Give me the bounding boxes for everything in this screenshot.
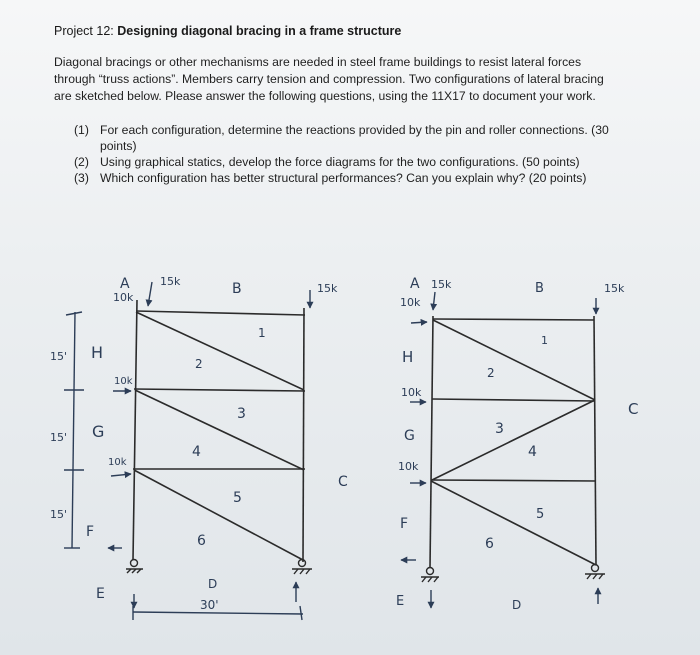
right-label-F: F [400, 516, 409, 532]
right-label-A: A [410, 276, 420, 292]
right-load-A-vertical: 15k [431, 278, 452, 291]
left-load-arrow-A [148, 282, 152, 306]
left-panel-1: 1 [258, 326, 266, 340]
right-lateral-H: 10k [401, 386, 422, 399]
right-load-B: 15k [604, 282, 625, 295]
right-roller-support [585, 565, 605, 580]
right-panel-3: 3 [495, 421, 504, 437]
left-load-A-vertical: 15k [160, 275, 181, 288]
right-frame-beam-2 [432, 399, 595, 401]
left-frame-left-column [133, 300, 137, 560]
right-lateral-G: 10k [398, 460, 419, 473]
intro-line: are sketched below. Please answer the following questions, using the 11X17 to document your work. [54, 89, 596, 103]
question-number: (3) [74, 171, 89, 185]
dimension-tick [300, 606, 302, 620]
left-lateral-arrow-G [111, 474, 131, 476]
question-number: (2) [74, 155, 89, 169]
question-number: (1) [74, 123, 89, 137]
title-prefix: Project 12: [54, 24, 118, 38]
right-frame-brace-3 [431, 481, 596, 565]
right-panel-2: 2 [487, 366, 495, 380]
right-frame-brace-2 [432, 400, 595, 480]
left-pin-support [126, 560, 143, 574]
left-panel-2: 2 [195, 357, 203, 371]
right-load-arrow-A [433, 292, 435, 310]
left-label-F: F [86, 524, 95, 540]
left-panel-6: 6 [197, 533, 206, 549]
right-label-C: C [628, 400, 639, 418]
left-frame-beam-2 [134, 389, 305, 391]
right-panel-6: 6 [485, 536, 494, 552]
left-panel-4: 4 [192, 444, 201, 460]
intro-line: Diagonal bracings or other mechanisms are needed in steel frame buildings to resist lateral forces [54, 55, 582, 69]
left-span-dimension-line [133, 612, 303, 614]
left-load-A-lateral: 10k [113, 291, 134, 304]
left-frame-brace-3 [134, 470, 303, 560]
right-panel-1: 1 [541, 334, 548, 347]
left-panel-3: 3 [237, 406, 246, 422]
left-lateral-H: 10k [114, 376, 133, 387]
right-panel-5: 5 [536, 507, 545, 522]
dimension-tick [66, 312, 82, 315]
intro-line: through “truss actions”. Members carry tension and compression. Two configurations of lateral bracing [54, 72, 604, 86]
right-label-E: E [396, 594, 405, 609]
question-text: Which configuration has better structural performances? Can you explain why? (20 points) [100, 171, 587, 185]
left-frame [133, 300, 305, 562]
right-pin-support [421, 568, 439, 583]
right-panel-4: 4 [528, 444, 537, 460]
right-load-A-lateral: 10k [400, 296, 421, 309]
left-label-A: A [120, 276, 130, 292]
left-label-C: C [338, 474, 348, 490]
question-text: For each configuration, determine the reactions provided by the pin and roller connections. (30 [100, 123, 609, 137]
right-frame [430, 316, 596, 568]
left-frame-top-beam [136, 311, 305, 315]
left-label-D: D [208, 577, 218, 591]
right-frame-brace-1 [433, 320, 595, 400]
right-frame-beam-3 [431, 480, 596, 481]
left-lateral-G: 10k [108, 457, 127, 468]
right-label-H: H [402, 348, 414, 366]
right-label-G: G [404, 428, 415, 444]
title-text: Designing diagonal bracing in a frame structure [117, 24, 402, 38]
left-height-1: 15' [50, 350, 68, 363]
left-label-B: B [232, 281, 242, 297]
left-label-E: E [96, 586, 105, 602]
right-frame-left-column [430, 316, 433, 568]
left-panel-5: 5 [233, 490, 242, 506]
right-frame-top-beam [433, 319, 594, 320]
right-label-B: B [535, 281, 544, 296]
question-text-continued: points) [100, 139, 137, 153]
question-text: Using graphical statics, develop the force diagrams for the two configurations. (50 points) [100, 155, 580, 169]
right-frame-right-column [594, 316, 596, 565]
right-label-D: D [512, 598, 522, 612]
left-span: 30' [200, 598, 219, 612]
left-height-dimension-line [72, 312, 75, 548]
left-height-3: 15' [50, 508, 68, 521]
left-roller-support [292, 560, 312, 575]
left-frame-right-column [303, 308, 304, 562]
left-label-H: H [91, 343, 104, 362]
left-frame-brace-1 [136, 312, 304, 390]
left-label-G: G [92, 422, 105, 441]
left-height-2: 15' [50, 431, 68, 444]
left-frame-brace-2 [135, 390, 304, 470]
left-load-B: 15k [317, 282, 338, 295]
right-lateral-arrow-A [411, 322, 427, 323]
